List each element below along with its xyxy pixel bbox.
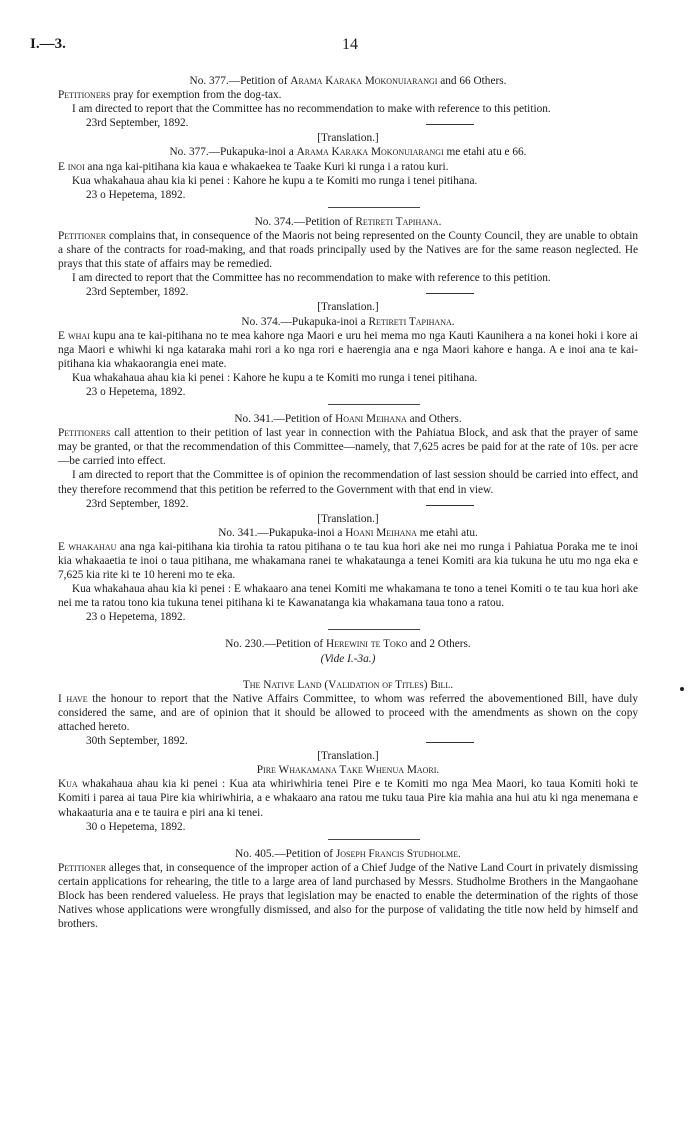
section-divider — [328, 839, 420, 840]
translation-label: [Translation.] — [317, 750, 379, 763]
petition-374-maori-date: 23 o Hepetema, 1892. — [86, 385, 186, 398]
bill-maori-date: 30 o Hepetema, 1892. — [86, 820, 186, 833]
petition-374-maori-prayer: E whai kupu ana te kai-pitihana no te mea kahore nga Maori e uru hei mema mo nga Kauti Kaunihera a na konei hoki i kore ai nga Maori e whiwhi ki nga kataraka mahi rori a ko nga rori e haerengia ana e nga Maori kahore e hanga. A e inoi ana te kai-pitihana kia whakaorangia enei mate. — [58, 329, 638, 370]
petition-374-maori-heading: No. 374.—Pukapuka-inoi a Retireti Tapihana. — [241, 315, 455, 328]
bill-maori-report: Kua whakahaua ahau kia ki penei : Kua ata whiriwhiria tenei Pire e te Komiti mo nga Mea Maori, ko taua Komiti hoki te Komiti i parea ai taua Pire kia whiriwhiria, a e whakaaro ana ratou me tuku taua Pire kia mahia ana hui atu ki nga menemana e whakaaturia ana e te tauira e piri ana ki tenei. — [58, 778, 638, 819]
short-rule — [426, 124, 474, 125]
petition-374-heading: No. 374.—Petition of Retireti Tapihana. — [254, 215, 442, 228]
petition-377-prayer: Petitioners pray for exemption from the dog-tax. — [58, 89, 282, 102]
petition-405-heading: No. 405.—Petition of Joseph Francis Studholme. — [235, 847, 461, 860]
petitioner-name: Arama Karaka Mokonuiarangi — [290, 75, 438, 87]
petition-341-report: I am directed to report that the Committee is of opinion the recommendation of last session should be carried into effect, and they therefore recommend that this petition be referred to the Government with that end in view. — [58, 469, 638, 496]
margin-mark — [680, 687, 684, 691]
petition-230-heading: No. 230.—Petition of Herewini te Toko and 2 Others. — [225, 638, 471, 651]
petition-374-maori-report: Kua whakahaua ahau kia ki penei : Kahore he kupu a te Komiti mo runga i tenei pitihana. — [72, 371, 478, 384]
petition-341-maori-prayer: E whakahau ana nga kai-pitihana kia tirohia ta ratou pitihana o te tau kua hori ake nei mo runga i Pahiatua Poraka me te inoi kia whakaaetia te inoi o taua pitihana, me whakamana ranei te whakataunga a tenei Komiti ara kia tukuna he utu mo nga eka e 7,625 kia rite ki te 10 hereni mo te eka. — [58, 540, 639, 582]
petition-377-maori-date: 23 o Hepetema, 1892. — [86, 188, 186, 201]
section-divider — [328, 629, 420, 630]
petition-377-maori-prayer: E inoi ana nga kai-pitihana kia kaua e whakaekea te Taake Kuri ki runga i a ratou kuri. — [58, 160, 449, 173]
translation-label: [Translation.] — [317, 512, 379, 525]
short-rule — [426, 505, 474, 506]
petition-341-heading: No. 341.—Petition of Hoani Meihana and Others. — [234, 413, 462, 426]
short-rule — [426, 742, 474, 743]
petition-374-date: 23rd September, 1892. — [86, 286, 189, 299]
page-number: 14 — [342, 36, 358, 53]
petition-341-date: 23rd September, 1892. — [86, 497, 189, 510]
petition-377-maori-heading: No. 377.—Pukapuka-inoi a Arama Karaka Mokonuiarangi me etahi atu e 66. — [169, 146, 527, 159]
bill-title: The Native Land (Validation of Titles) Bill. — [242, 678, 454, 691]
section-divider — [328, 207, 420, 208]
petition-405-prayer: Petitioner alleges that, in consequence of the improper action of a Chief Judge of the Native Land Court in privately dismissing certain applications for rehearing, the title to a large area of land purchased by Messrs. Studholme Brothers in the Mangaohane Block has been rendered valueless. He prays that legislation may be enacted to enable the determination of the rights of those Natives whose applications were wrongfully dismissed, and also for the purpose of validating the title now held by himself and brothers. — [58, 861, 638, 931]
paper-reference: I.—3. — [30, 36, 66, 52]
petition-377-report: I am directed to report that the Committee has no recommendation to make with reference to this petition. — [72, 103, 551, 116]
petition-341-maori-date: 23 o Hepetema, 1892. — [86, 611, 186, 624]
petition-377-maori-report: Kua whakahaua ahau kia ki penei : Kahore he kupu a te Komiti mo runga i tenei pitihana. — [72, 174, 478, 187]
bill-maori-title: Pire Whakamana Take Whenua Maori. — [256, 764, 440, 777]
petition-374-prayer: Petitioner complains that, in consequence of the Maoris not being represented on the County Council, they are unable to obtain a share of the contracts for road-making, and that roads principally used by the Natives are for the same reason neglected. He prays that this state of affairs may be remedied. — [58, 229, 638, 271]
page-header — [30, 36, 670, 58]
petition-341-maori-report: Kua whakahaua ahau kia ki penei : E whakaaro ana tenei Komiti me whakamana te tono a tenei Komiti o te tau kua hori ake nei me ta ratou tono kia tukuna tenei pitihana ki te Kawanatanga kia whakamana taua tono a ratou. — [58, 583, 638, 610]
vide-reference: (Vide I.-3a.) — [320, 652, 376, 665]
petition-341-maori-heading: No. 341.—Pukapuka-inoi a Hoani Meihana me etahi atu. — [218, 526, 478, 539]
document-body — [58, 74, 638, 931]
section-divider — [328, 404, 420, 405]
petition-377-heading: No. 377.—Petition of Arama Karaka Mokonuiarangi and 66 Others. — [189, 75, 507, 87]
short-rule — [426, 293, 474, 294]
translation-label: [Translation.] — [317, 301, 379, 314]
petition-377-date: 23rd September, 1892. — [86, 117, 189, 130]
bill-report: I have the honour to report that the Native Affairs Committee, to whom was referred the abovementioned Bill, have duly considered the same, and are of opinion that it should be allowed to proceed with the amendments as shown on the copy attached hereto. — [58, 692, 638, 733]
petition-341-prayer: Petitioners call attention to their petition of last year in connection with the Pahiatua Block, and ask that the prayer of same may be granted, or that the recommendation of this Committee—namely, that 7,625 acres be paid for at the rate of 10s. per acre—be carried into effect. — [58, 427, 638, 468]
translation-label: [Translation.] — [317, 132, 379, 145]
bill-date: 30th September, 1892. — [86, 735, 188, 748]
petition-374-report: I am directed to report that the Committee has no recommendation to make with reference to this petition. — [72, 272, 551, 285]
